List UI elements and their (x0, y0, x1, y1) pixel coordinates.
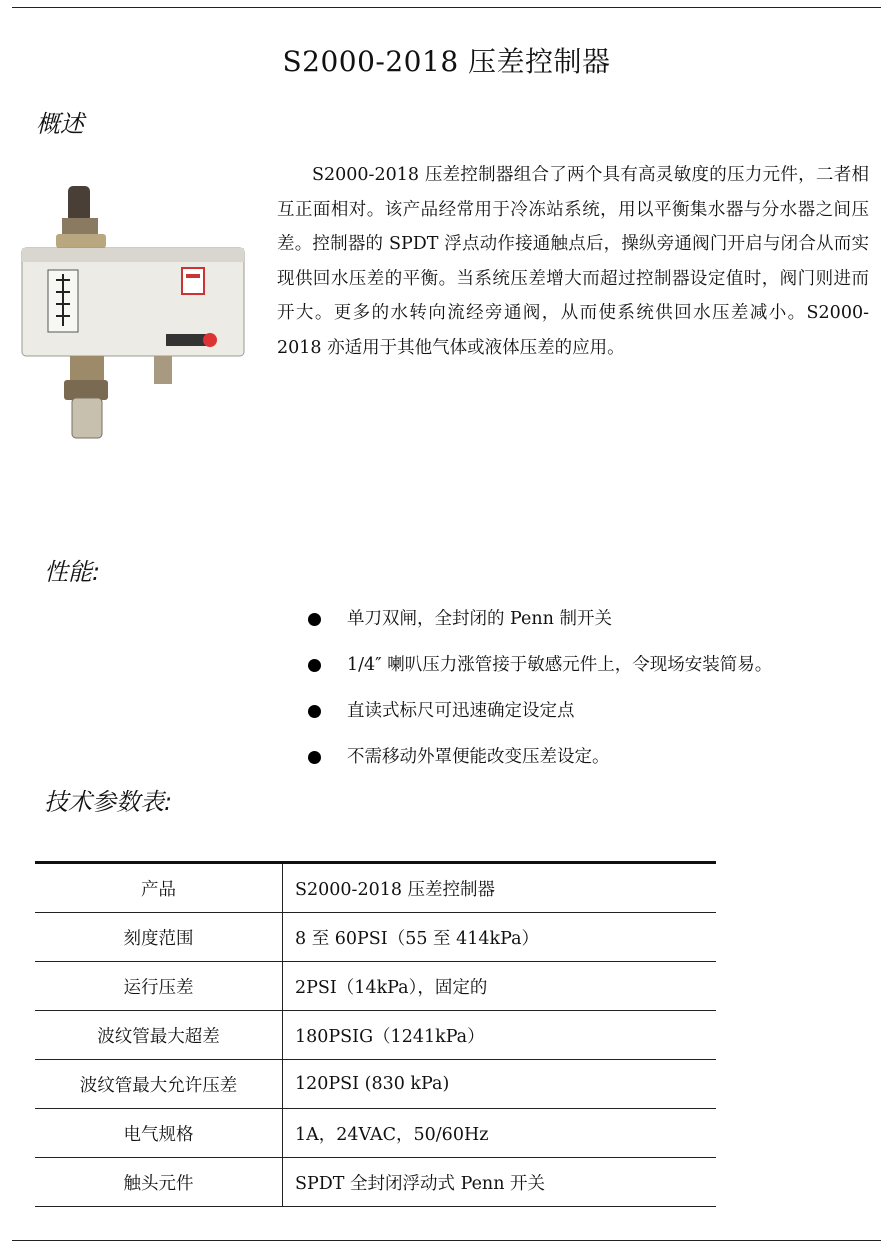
table-row: 运行压差 2PSI（14kPa），固定的 (35, 962, 716, 1011)
table-row: 产品 S2000-2018 压差控制器 (35, 863, 716, 913)
list-item: 不需移动外罩便能改变压差设定。 (303, 734, 772, 780)
list-item: 单刀双闸，全封闭的 Penn 制开关 (303, 596, 772, 642)
bullet-icon (308, 613, 321, 626)
page-title: S2000-2018 压差控制器 (282, 45, 611, 78)
table-row: 刻度范围 8 至 60PSI（55 至 414kPa） (35, 913, 716, 962)
table-row: 触头元件 SPDT 全封闭浮动式 Penn 开关 (35, 1158, 716, 1207)
top-rule (12, 7, 881, 8)
table-row: 电气规格 1A，24VAC，50/60Hz (35, 1109, 716, 1158)
bottom-rule (12, 1240, 881, 1241)
overview-heading: 概述 (36, 110, 84, 138)
performance-heading: 性能: (44, 558, 101, 586)
list-item: 1/4″ 喇叭压力涨管接于敏感元件上，令现场安装简易。 (303, 642, 772, 688)
spec-heading: 技术参数表: (44, 788, 173, 816)
bullet-icon (308, 751, 321, 764)
product-photo (18, 180, 250, 448)
overview-text: S2000-2018 压差控制器组合了两个具有高灵敏度的压力元件，二者相互正面相对。该产品经常用于冷冻站系统，用以平衡集水器与分水器之间压差。控制器的 SPDT 浮点动作接通触点后，操纵旁通阀门开启与闭合从而实现供回水压差的平衡。当系统压差增大而超过控制器设定值时，阀门则进而开大。更多的水转向流经旁通阀，从而使系统供回水压差减小。S2000-2018 亦适用于其他气体或液体压差的应用。 (277, 165, 869, 358)
bullet-icon (308, 659, 321, 672)
feature-list (303, 596, 772, 780)
spec-table (35, 861, 716, 1207)
table-row: 波纹管最大允许压差 120PSI (830 kPa) (35, 1060, 716, 1109)
table-row: 波纹管最大超差 180PSIG（1241kPa） (35, 1011, 716, 1060)
bullet-icon (308, 705, 321, 718)
list-item: 直读式标尺可迅速确定设定点 (303, 688, 772, 734)
